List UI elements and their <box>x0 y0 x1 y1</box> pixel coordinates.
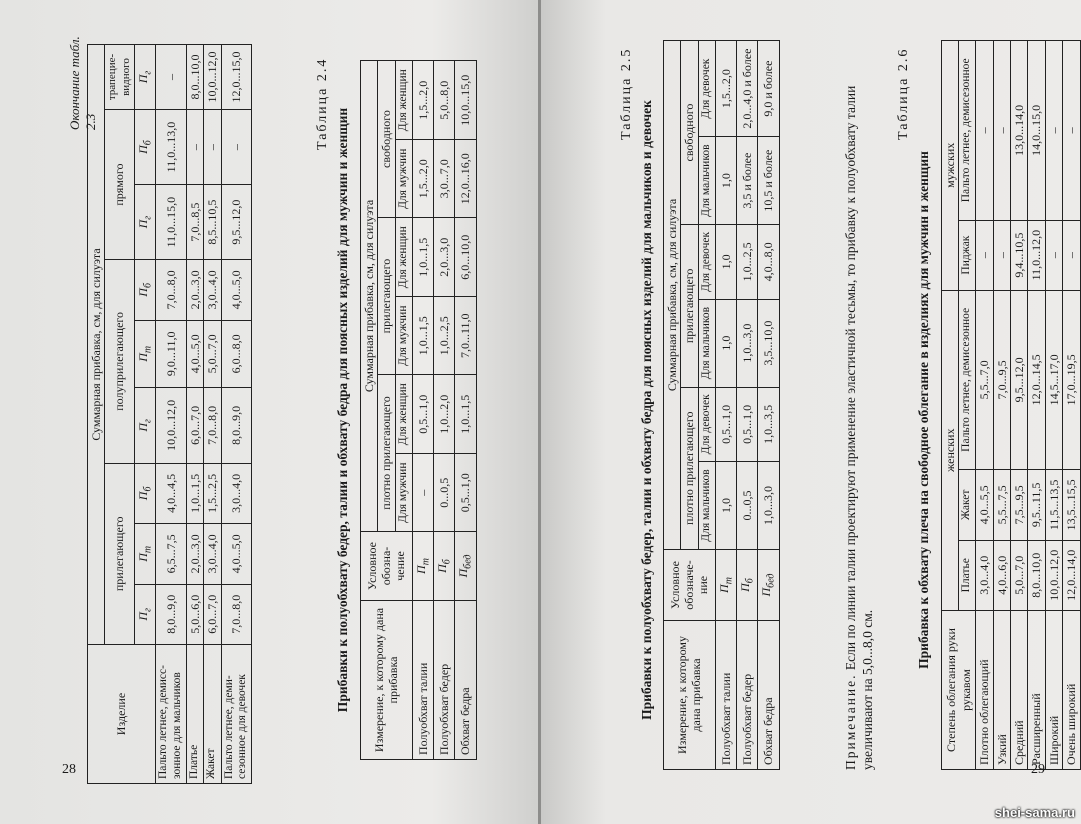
row-name-line: Пальто летнее, деми- <box>222 675 235 779</box>
group-loose-2-5: свободного <box>681 41 698 225</box>
symbol-letter: П <box>737 583 752 592</box>
col-symbol: Условное обозна-чение <box>361 532 413 601</box>
value-cell: – <box>976 220 993 290</box>
subheader-2-3 <box>134 524 155 584</box>
header-item: Изделие <box>88 645 156 784</box>
symbol-index: т <box>142 345 154 354</box>
value-cell: 3,0...4,0 <box>221 463 252 523</box>
subheader: Для мальчиков <box>698 462 715 550</box>
symbol <box>759 573 777 597</box>
row-name: Обхват бедра <box>455 601 476 760</box>
row-name: Полуобхват талии <box>412 601 433 760</box>
symbol-index: бед <box>462 554 474 569</box>
row-name <box>204 645 221 784</box>
subheader: Платье <box>959 540 976 610</box>
value-cell: 11,0...15,0 <box>156 185 187 260</box>
row-name <box>156 645 187 784</box>
subheader-2-3 <box>134 185 155 260</box>
group-straight: прямого <box>105 110 134 260</box>
value-cell: 14,5...17,0 <box>1045 290 1062 470</box>
symbol-index: б <box>441 559 453 565</box>
symbol-letter: П <box>716 584 731 593</box>
value-cell: 3,0...4,0 <box>976 540 993 610</box>
value-cell: 9,5...12,0 <box>221 185 252 260</box>
header-sum-2-5: Суммарная прибавка, см, для силуэта <box>664 41 681 550</box>
value-cell: 9,5...12,0 <box>1010 290 1027 470</box>
header-sum-2-4: Суммарная прибавка, см, для силуэта <box>361 61 378 532</box>
value-cell: 9,0 и более <box>758 41 779 137</box>
value-cell: – <box>186 110 203 185</box>
col-measure-2-5: Измерение, к которому дана прибавка <box>664 621 716 770</box>
table-row <box>1045 41 1062 770</box>
subheader: Пальто летнее, демисезонное <box>959 41 976 221</box>
subheader: Для девочек <box>698 225 715 300</box>
value-cell: 5,0...7,0 <box>204 320 221 387</box>
value-cell: 5,5...7,0 <box>976 290 993 470</box>
value-cell: 12,0...15,0 <box>221 45 252 110</box>
subheader-2-3 <box>134 388 155 464</box>
table-row <box>993 41 1010 770</box>
left-page-content <box>15 20 515 790</box>
row-name-line: Платье <box>188 744 201 779</box>
value-cell: 9,4...10,5 <box>1010 220 1027 290</box>
symbol-index: т <box>419 558 431 566</box>
value-cell: – <box>993 220 1010 290</box>
subheader-2-3 <box>134 45 155 110</box>
group-trapezoid: трапецие-видного <box>105 45 134 110</box>
group-fitted-2-5: прилегающего <box>681 225 698 387</box>
symbol <box>456 554 474 578</box>
value-cell: 3,0...7,0 <box>433 140 454 218</box>
symbol-index: г <box>142 419 154 423</box>
subheader: Для мальчиков <box>698 299 715 387</box>
row-name <box>221 645 252 784</box>
value-cell: 7,0...8,0 <box>156 260 187 320</box>
symbol <box>413 558 431 574</box>
table-2-3 <box>87 44 252 784</box>
value-cell: 1,0 <box>715 137 736 225</box>
value-cell: – <box>1045 41 1062 221</box>
subheader: Для женщин <box>395 218 412 297</box>
table-2-4-number: Таблица 2.4 <box>315 57 330 150</box>
value-cell: 1,0...3,0 <box>736 299 757 387</box>
value-cell: 2,0...3,0 <box>433 218 454 297</box>
left-page <box>0 0 540 824</box>
value-cell: 6,0...7,0 <box>186 388 203 464</box>
symbol-cell <box>715 550 736 621</box>
table-2-5-note <box>843 40 877 770</box>
row-name: Очень широкий <box>1063 611 1080 770</box>
symbol-index: г <box>142 215 154 220</box>
value-cell: 1,0 <box>715 225 736 300</box>
symbol-index: бед <box>765 573 777 588</box>
symbol-letter: П <box>434 564 449 573</box>
value-cell: 4,0...4,5 <box>156 463 187 523</box>
table-2-4-title: Прибавки к полуобхвату бедер, талии и обхвату бедра для поясных изделий для мужчин и женщин <box>335 107 350 713</box>
symbol-letter: П <box>135 219 150 229</box>
symbol <box>434 559 453 573</box>
symbol-index: б <box>142 486 154 492</box>
table-2-6-title: Прибавка к обхвату плеча на свободное облегание в изделиях для мужчин и женщин <box>916 151 931 669</box>
group-tight: плотно прилегающего <box>378 375 395 532</box>
table-row <box>1010 41 1027 770</box>
value-cell: 12,0...14,5 <box>1028 290 1045 470</box>
symbol-index: б <box>744 578 756 584</box>
subheader-2-3 <box>134 110 155 185</box>
symbol-letter: П <box>413 565 428 574</box>
symbol <box>716 577 734 593</box>
table-row <box>156 45 187 784</box>
value-cell: 8,0...10,0 <box>1028 540 1045 610</box>
value-cell: 1,5...2,0 <box>412 140 433 218</box>
value-cell: 1,0...2,0 <box>433 375 454 454</box>
table-row <box>1063 41 1080 770</box>
symbol-letter: П <box>135 288 150 297</box>
value-cell: 14,0...15,0 <box>1028 41 1045 221</box>
value-cell: 4,0...5,0 <box>221 260 252 320</box>
subheader-2-3 <box>134 463 155 523</box>
row-name-line: Пальто летнее, демисс- <box>157 665 170 779</box>
note-text: Если по линии талии проектируют применение эластичной тесьмы, то прибавку к полуобхвату талии увеличивают на 5,0...8,0 см. <box>843 85 875 770</box>
page-number-left: 28 <box>62 762 76 777</box>
value-cell: 11,0...13,0 <box>156 110 187 185</box>
row-name: Полуобхват талии <box>715 621 736 770</box>
value-cell: 1,0...1,5 <box>455 375 476 454</box>
value-cell: 1,0 <box>715 299 736 387</box>
table-2-5-number: Таблица 2.5 <box>619 47 634 140</box>
right-page <box>541 0 1081 824</box>
value-cell: 1,0...3,0 <box>758 462 779 550</box>
value-cell: 1,0...1,5 <box>412 297 433 375</box>
value-cell: 2,0...4,0 и более <box>736 41 757 137</box>
table-row <box>758 41 779 770</box>
value-cell: – <box>993 41 1010 221</box>
value-cell: 1,0...1,5 <box>186 463 203 523</box>
table-row <box>736 41 757 770</box>
row-name: Полуобхват бедер <box>433 601 454 760</box>
group-men: мужских <box>942 41 959 291</box>
value-cell: – <box>156 45 187 110</box>
value-cell: 9,5...11,5 <box>1028 470 1045 540</box>
row-name-line: зонное для мальчиков <box>170 672 183 779</box>
value-cell: 7,0...11,0 <box>455 297 476 375</box>
header-sum: Суммарная прибавка, см, для силуэта <box>88 45 105 645</box>
watermark: shei-sama.ru <box>994 805 1075 820</box>
symbol-index: б <box>142 140 154 146</box>
value-cell: 5,5...7,5 <box>993 470 1010 540</box>
value-cell: 0,5...1,0 <box>736 387 757 462</box>
subheader-2-3 <box>134 260 155 320</box>
table-row <box>455 61 476 760</box>
value-cell: 17,0...19,5 <box>1063 290 1080 470</box>
value-cell: 10,0...12,0 <box>156 388 187 464</box>
row-name: Плотно облегающий <box>976 611 993 770</box>
symbol-letter: П <box>135 491 150 501</box>
symbol-index: т <box>722 577 734 585</box>
group-women: женских <box>942 290 959 610</box>
row-name-line: Жакет <box>205 748 218 779</box>
symbol-index: г <box>142 607 154 612</box>
value-cell: 1,5...2,5 <box>204 463 221 523</box>
value-cell: 4,0...5,5 <box>976 470 993 540</box>
value-cell: – <box>221 110 252 185</box>
table-row <box>204 45 221 784</box>
symbol-letter: П <box>135 422 150 432</box>
table-row <box>221 45 252 784</box>
value-cell: 7,0...8,0 <box>221 584 252 644</box>
subheader: Пиджак <box>959 220 976 290</box>
col-measure: Измерение, к которому дана прибавка <box>361 601 413 760</box>
group-loose: свободного <box>378 61 395 218</box>
value-cell: 9,0...11,0 <box>156 320 187 387</box>
value-cell: – <box>1063 220 1080 290</box>
value-cell: 3,0...4,0 <box>204 260 221 320</box>
subheader: Для девочек <box>698 41 715 137</box>
symbol-letter: П <box>135 611 150 621</box>
value-cell: 3,5...10,0 <box>758 299 779 387</box>
symbol-cell <box>758 550 779 621</box>
value-cell: 7,0...8,0 <box>204 388 221 464</box>
value-cell: 4,0...5,0 <box>186 320 203 387</box>
symbol-cell <box>433 532 454 601</box>
value-cell: 8,0...10,0 <box>186 45 203 110</box>
value-cell: 12,0...14,0 <box>1063 540 1080 610</box>
value-cell: 1,5...2,0 <box>412 61 433 140</box>
table-row <box>186 45 203 784</box>
row-name <box>186 645 203 784</box>
subheader: Для мужчин <box>395 297 412 375</box>
value-cell: 10,0...12,0 <box>204 45 221 110</box>
value-cell: 3,5 и более <box>736 137 757 225</box>
value-cell: 8,0...9,0 <box>156 584 187 644</box>
value-cell: 10,5 и более <box>758 137 779 225</box>
subheader: Для мужчин <box>395 140 412 218</box>
value-cell: 7,0...8,5 <box>186 185 203 260</box>
value-cell: 4,0...5,0 <box>221 524 252 584</box>
value-cell: 10,0...15,0 <box>455 61 476 140</box>
value-cell: 4,0...6,0 <box>993 540 1010 610</box>
row-name-line: сезонное для девочек <box>236 674 249 779</box>
value-cell: 0...0,5 <box>433 454 454 532</box>
value-cell: 10,0...12,0 <box>1045 540 1062 610</box>
subheader: Пальто летнее, демисезонное <box>959 290 976 470</box>
symbol-index: б <box>142 283 154 289</box>
value-cell: – <box>1063 41 1080 221</box>
subheader: Для мужчин <box>395 454 412 532</box>
value-cell: 1,0...1,5 <box>412 218 433 297</box>
value-cell: 0,5...1,0 <box>455 454 476 532</box>
value-cell: 8,0...9,0 <box>221 388 252 464</box>
row-name: Узкий <box>993 611 1010 770</box>
value-cell: 6,5...7,5 <box>156 524 187 584</box>
table-2-5 <box>663 40 780 770</box>
value-cell: 1,0...2,5 <box>433 297 454 375</box>
table-row <box>412 61 433 760</box>
value-cell: 0,5...1,0 <box>715 387 736 462</box>
value-cell: 6,0...8,0 <box>221 320 252 387</box>
symbol-letter: П <box>135 74 150 84</box>
subheader: Жакет <box>959 470 976 540</box>
table-row <box>715 41 736 770</box>
subheader: Для девочек <box>698 387 715 462</box>
table-2-6-number: Таблица 2.6 <box>896 47 911 140</box>
value-cell: 13,5...15,5 <box>1063 470 1080 540</box>
subheader: Для мальчиков <box>698 137 715 225</box>
value-cell: – <box>412 454 433 532</box>
value-cell: 1,0 <box>715 462 736 550</box>
symbol-cell <box>455 532 476 601</box>
symbol-index: г <box>142 70 154 75</box>
subheader: Для женщин <box>395 375 412 454</box>
value-cell: 12,0...16,0 <box>455 140 476 218</box>
table-row <box>976 41 993 770</box>
continuation-label: Окончание табл. 2.3 <box>67 36 98 130</box>
group-semi-fitted: полуприлегающего <box>105 260 134 464</box>
symbol-letter: П <box>135 553 150 562</box>
symbol-index: т <box>142 545 154 554</box>
value-cell: 1,0...3,5 <box>758 387 779 462</box>
symbol <box>737 578 756 592</box>
table-2-5-title: Прибавки к полуобхвату бедер, талии и обхвату бедра для поясных изделий для мальчиков и девочек <box>639 100 654 720</box>
row-name: Широкий <box>1045 611 1062 770</box>
table-2-6 <box>941 40 1081 770</box>
table-row <box>433 61 454 760</box>
value-cell: 7,5...9,5 <box>1010 470 1027 540</box>
note-label: Примечание. <box>843 673 858 770</box>
symbol-cell <box>412 532 433 601</box>
symbol-letter: П <box>135 353 150 362</box>
symbol-letter: П <box>456 568 471 578</box>
row-name: Расширенный <box>1028 611 1045 770</box>
group-fitted-2-4: прилегающего <box>378 218 395 375</box>
value-cell: – <box>976 41 993 221</box>
value-cell: – <box>1045 220 1062 290</box>
subheader-2-3 <box>134 584 155 644</box>
value-cell: 5,0...6,0 <box>186 584 203 644</box>
table-row <box>1028 41 1045 770</box>
value-cell: 0,5...1,0 <box>412 375 433 454</box>
value-cell: 6,0...7,0 <box>204 584 221 644</box>
value-cell: 11,0...12,0 <box>1028 220 1045 290</box>
value-cell: 0...0,5 <box>736 462 757 550</box>
row-name: Средний <box>1010 611 1027 770</box>
symbol-letter: П <box>135 145 150 154</box>
row-name: Полуобхват бедер <box>736 621 757 770</box>
value-cell: 2,0...3,0 <box>186 260 203 320</box>
value-cell: 3,0...4,0 <box>204 524 221 584</box>
value-cell: 1,0...2,5 <box>736 225 757 300</box>
row-name: Обхват бедра <box>758 621 779 770</box>
symbol-letter: П <box>759 587 774 597</box>
value-cell: 4,0...8,0 <box>758 225 779 300</box>
col-symbol-2-5: Условное обозначе-ние <box>664 550 716 621</box>
page-number-right: 29 <box>1031 762 1045 777</box>
symbol-cell <box>736 550 757 621</box>
value-cell: 5,0...7,0 <box>1010 540 1027 610</box>
value-cell: 6,0...10,0 <box>455 218 476 297</box>
subheader-2-3 <box>134 320 155 387</box>
value-cell: – <box>204 110 221 185</box>
value-cell: 11,5...13,5 <box>1045 470 1062 540</box>
subheader: Для женщин <box>395 61 412 140</box>
value-cell: 8,5...10,5 <box>204 185 221 260</box>
right-page-content <box>611 20 1081 790</box>
col-degree: Степень облегания руки рукавом <box>942 611 976 770</box>
value-cell: 5,0...8,0 <box>433 61 454 140</box>
table-2-4 <box>360 60 477 760</box>
value-cell: 2,0...3,0 <box>186 524 203 584</box>
group-fitted: прилегающего <box>105 463 134 644</box>
group-tight-2-5: плотно прилегающего <box>681 387 698 549</box>
value-cell: 1,5...2,0 <box>715 41 736 137</box>
value-cell: 13,0...14,0 <box>1010 41 1027 221</box>
value-cell: 7,0...9,5 <box>993 290 1010 470</box>
